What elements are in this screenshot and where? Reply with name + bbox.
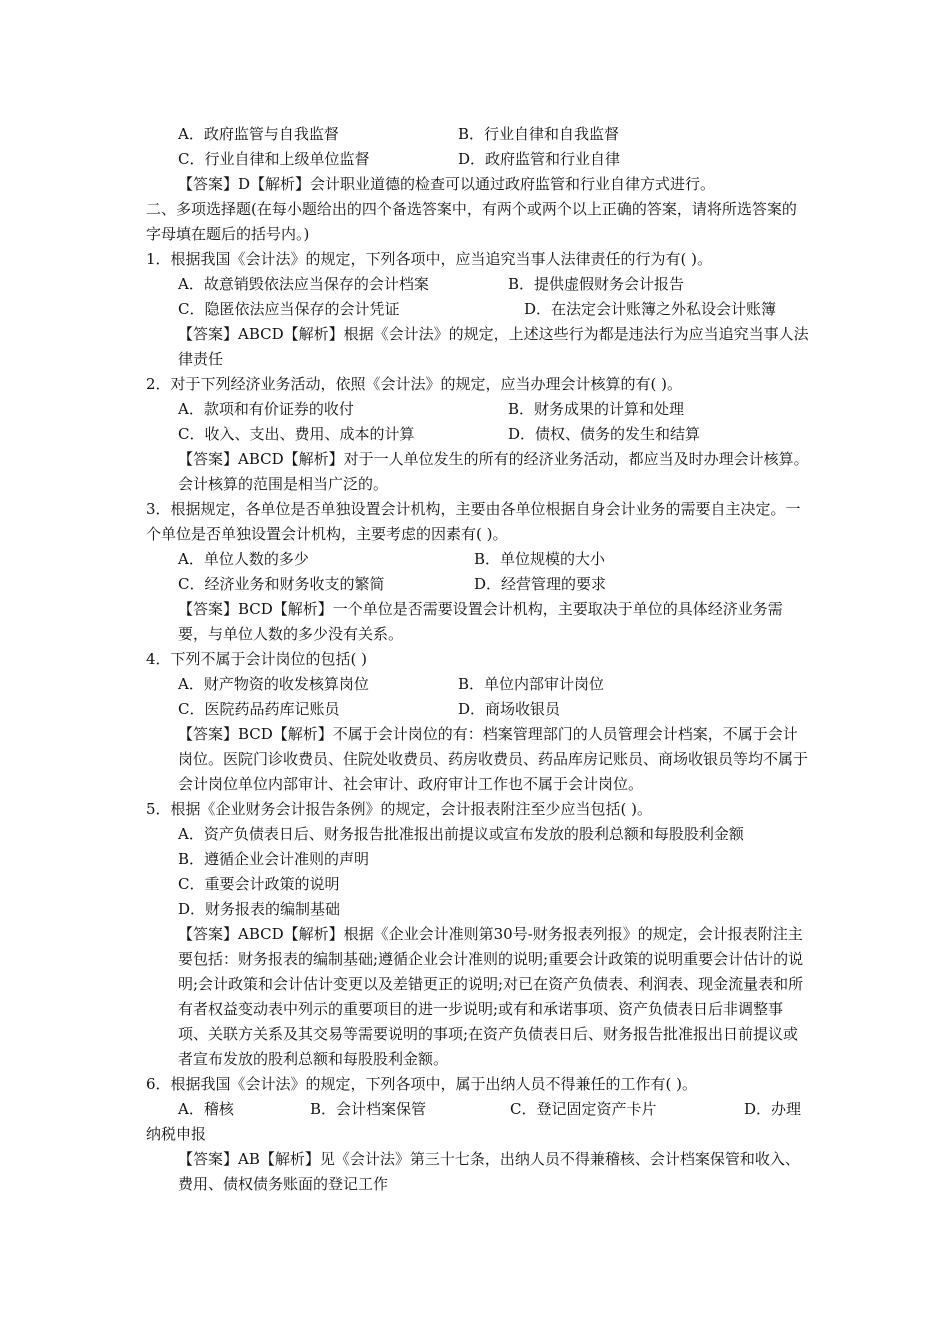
q5-stem: 5．根据《企业财务会计报告条例》的规定，会计报表附注至少应当包括( )。 [146, 800, 653, 818]
q2-option-b: B．财务成果的计算和处理 [508, 400, 685, 418]
q5-option-a: A．资产负债表日后、财务报告批准报出前提议或宣布发放的股利总额和每股股利金额 [178, 825, 744, 843]
q0-options-row2 [146, 147, 810, 172]
q5-answer: 【答案】ABCD【解析】根据《企业会计准则第30号-财务报表列报》的规定，会计报表附注主要包括：财务报表的编制基础;遵循企业会计准则的说明;重要会计政策的说明重要会计估计的说明;会计政策和会计估计变更以及差错更正的说明;对已在资产负债表、利润表、现金流量表和所有者权益变动表中列示的重要项目的进一步说明;或有和承诺事项、资产负债表日后非调整事项、关联方关系及其交易等需要说明的事项;在资产负债表日后、财务报告批准报出日前提议或者宣布发放的股利总额和每股股利金额。 [178, 925, 804, 1068]
q3-option-a: A．单位人数的多少 [178, 550, 309, 568]
q4-answer: 【答案】BCD【解析】不属于会计岗位的有：档案管理部门的人员管理会计档案，不属于会计岗位。医院门诊收费员、住院处收费员、药房收费员、药品库房记账员、商场收银员等均不属于会计岗位单位内部审计、社会审计、政府审计工作也不属于会计岗位。 [178, 725, 809, 793]
q4-option-a: A．财产物资的收发核算岗位 [178, 675, 369, 693]
q4-option-b: B．单位内部审计岗位 [458, 675, 605, 693]
q1-option-d: D．在法定会计账簿之外私设会计账簿 [524, 300, 777, 318]
q3-options-row2 [146, 572, 810, 597]
q6-option-b: B．会计档案保管 [310, 1100, 427, 1118]
q6-options-row [146, 1097, 810, 1122]
q0-option-a: A．政府监管与自我监督 [178, 125, 339, 143]
q3-option-b: B．单位规模的大小 [474, 550, 606, 568]
q0-options-row1 [146, 122, 810, 147]
document-page [146, 122, 810, 1197]
q3-option-d: D．经营管理的要求 [474, 575, 607, 593]
q2-option-d: D．债权、债务的发生和结算 [508, 425, 701, 443]
q3-option-c: C．经济业务和财务收支的繁简 [178, 575, 385, 593]
q6-option-d-continued: 纳税申报 [146, 1125, 207, 1143]
q2-stem: 2．对于下列经济业务活动，依照《会计法》的规定，应当办理会计核算的有( )。 [146, 375, 683, 393]
section-heading: 二、多项选择题(在每小题给出的四个备选答案中，有两个或两个以上正确的答案，请将所选答案的字母填在题后的括号内。) [146, 200, 797, 243]
q6-option-a: A．稽核 [178, 1100, 234, 1118]
q2-options-row1 [146, 397, 810, 422]
q1-option-a: A．故意销毁依法应当保存的会计档案 [178, 275, 429, 293]
q0-option-d: D．政府监管和行业自律 [458, 150, 621, 168]
q1-answer: 【答案】ABCD【解析】根据《会计法》的规定，上述这些行为都是违法行为应当追究当事人法律责任 [178, 325, 809, 368]
q3-answer: 【答案】BCD【解析】一个单位是否需要设置会计机构，主要取决于单位的具体经济业务需要，与单位人数的多少没有关系。 [178, 600, 783, 643]
q5-option-d: D．财务报表的编制基础 [178, 900, 341, 918]
q1-options-row1 [146, 272, 810, 297]
q1-option-b: B．提供虚假财务会计报告 [508, 275, 685, 293]
q1-stem: 1．根据我国《会计法》的规定，下列各项中，应当追究当事人法律责任的行为有( )。 [146, 250, 713, 268]
q2-options-row2 [146, 422, 810, 447]
q6-answer: 【答案】AB【解析】见《会计法》第三十七条，出纳人员不得兼稽核、会计档案保管和收入、费用、债权债务账面的登记工作 [178, 1150, 800, 1193]
q4-options-row2 [146, 697, 810, 722]
q6-stem: 6．根据我国《会计法》的规定，下列各项中，属于出纳人员不得兼任的工作有( )。 [146, 1075, 698, 1093]
q6-option-c: C．登记固定资产卡片 [510, 1100, 657, 1118]
q6-option-d: D．办理 [744, 1100, 802, 1118]
q5-option-c: C．重要会计政策的说明 [178, 875, 340, 893]
q4-option-c: C．医院药品药库记账员 [178, 700, 340, 718]
q3-options-row1 [146, 547, 810, 572]
q2-answer: 【答案】ABCD【解析】对于一人单位发生的所有的经济业务活动，都应当及时办理会计核算。会计核算的范围是相当广泛的。 [178, 450, 809, 493]
q3-stem: 3．根据规定，各单位是否单独设置会计机构，主要由各单位根据自身会计业务的需要自主决定。一个单位是否单独设置会计机构，主要考虑的因素有( )。 [146, 500, 801, 543]
q1-options-row2 [146, 297, 810, 322]
q4-options-row1 [146, 672, 810, 697]
q4-option-d: D．商场收银员 [458, 700, 561, 718]
q2-option-a: A．款项和有价证券的收付 [178, 400, 354, 418]
q0-option-b: B．行业自律和自我监督 [458, 125, 620, 143]
q1-option-c: C．隐匿依法应当保存的会计凭证 [178, 300, 400, 318]
q4-stem: 4．下列不属于会计岗位的包括( ) [146, 650, 368, 668]
q0-option-c: C．行业自律和上级单位监督 [178, 150, 370, 168]
q5-option-b: B．遵循企业会计准则的声明 [178, 850, 370, 868]
q0-answer: 【答案】D【解析】会计职业道德的检查可以通过政府监管和行业自律方式进行。 [178, 175, 716, 193]
q2-option-c: C．收入、支出、费用、成本的计算 [178, 425, 415, 443]
